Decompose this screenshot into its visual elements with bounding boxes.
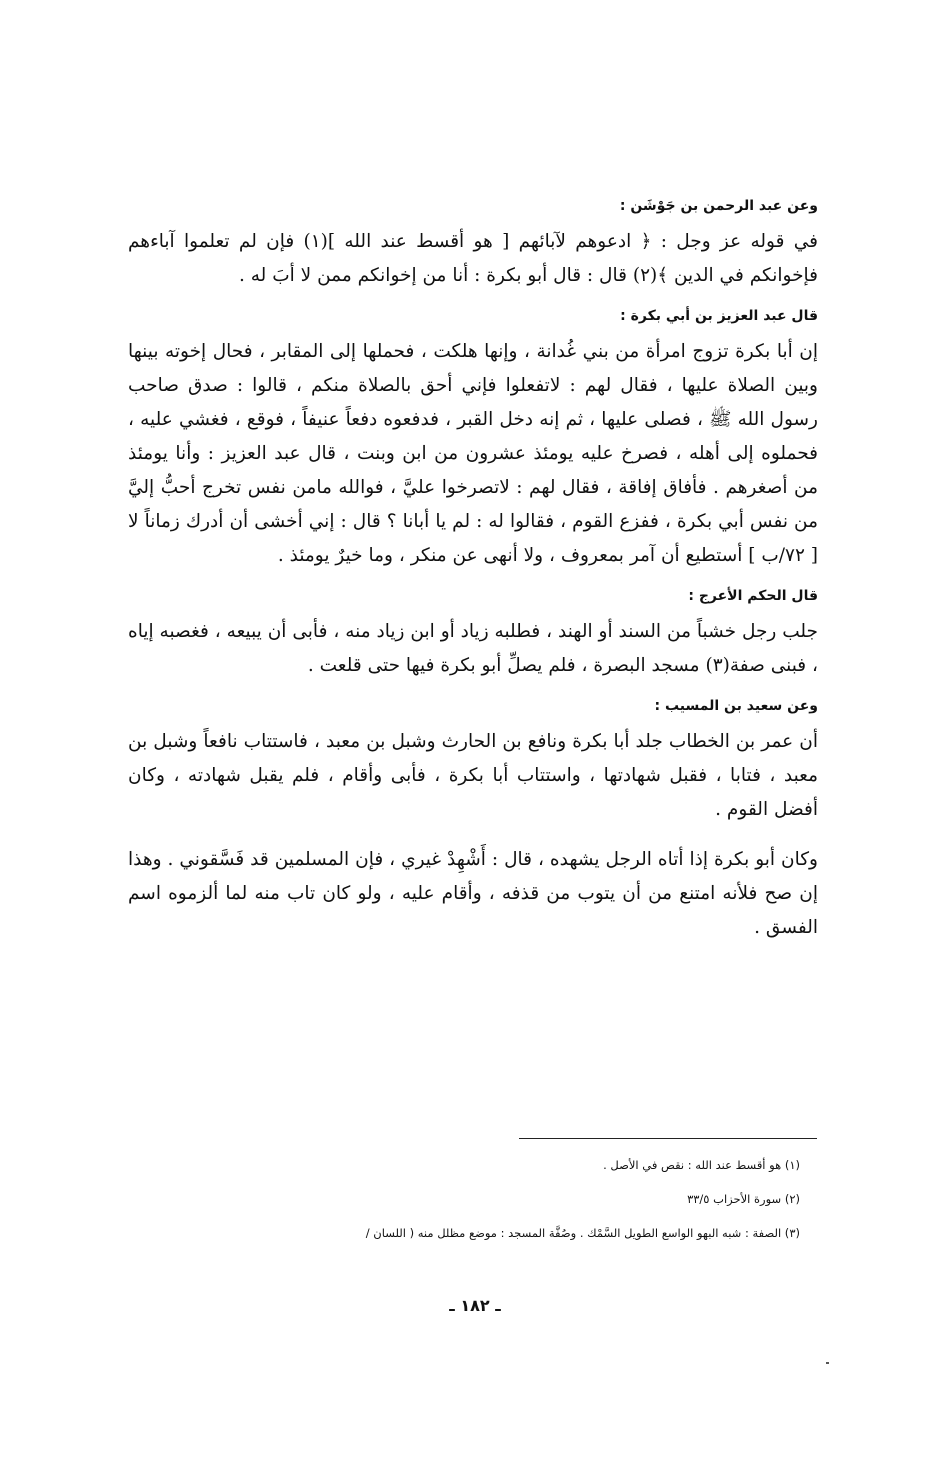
section-3-paragraph-1: جلب رجل خشباً من السند أو الهند ، فطلبه زياد أو ابن زياد منه ، فأبى أن يبيعه ، فغصبه إياه ، فبنى صفة(٣) مسجد البصرة ، فلم يصلِّ أبو بكرة فيها حتى قلعت .: [128, 621, 818, 676]
section-2-paragraph-1: إن أبا بكرة تزوج امرأة من بني غُدانة ، وإنها هلكت ، فحملها إلى المقابر ، فحال إخوته بينها وبين الصلاة عليها ، فقال لهم : لاتفعلوا فإني أحق بالصلاة منكم ، قالوا : صدق صاحب رسول الله ﷺ ، فصلى عليها ، ثم إنه دخل القبر ، فدفعوه دفعاً عنيفاً ، فوقع ، فغشي عليه ، فحملوه إلى أهله ، فصرخ عليه يومئذ عشرون من ابن وبنت ، قال عبد العزيز : وأنا يومئذ من أصغرهم . فأفاق إفاقة ، فقال لهم : لاتصرخوا عليَّ ، فوالله مامن نفس تخرج أحبُّ إليَّ من نفس أبي بكرة ، ففزع القوم ، فقالوا له : لم يا أبانا ؟ قال : إني أخشى أن أدرك زماناً لا [ ٧٢/ب ] أستطيع أن آمر بمعروف ، ولا أنهى عن منكر ، وما خيرٌ يومئذ .: [128, 341, 818, 566]
section-heading-2: قال عبد العزيز بن أبي بكرة :: [620, 308, 818, 324]
section-heading-1: وعن عبد الرحمن بن جَوْشَن :: [619, 198, 818, 214]
footnotes: [360, 1148, 800, 1250]
footnote-1: (١) هو أقسط عند الله : نقص في الأصل .: [603, 1158, 800, 1172]
footnote-3: (٣) الصفة : شبه البهو الواسع الطويل السَّمْك . وصُفَّة المسجد : موضع مظلل منه ( اللسان /: [365, 1226, 800, 1240]
scan-speck: [826, 1362, 829, 1364]
footnote-2: (٢) سورة الأحزاب ٣٣/٥: [687, 1192, 800, 1206]
section-1-paragraph-1: في قوله عز وجل : ﴿ ادعوهم لآبائهم [ هو أقسط عند الله ](١) فإن لم تعلموا آباءهم فإخوانكم في الدين ﴾(٢) قال : قال أبو بكرة : أنا من إخوانكم ممن لا أبَ له .: [128, 231, 818, 286]
section-heading-3: قال الحكم الأعرج :: [688, 588, 818, 604]
section-heading-4: وعن سعيد بن المسيب :: [654, 698, 818, 714]
section-4-paragraph-1: أن عمر بن الخطاب جلد أبا بكرة ونافع بن الحارث وشبل بن معبد ، فاستتاب نافعاً وشبل بن معبد ، فتابا ، فقبل شهادتها ، واستتاب أبا بكرة ، فأبى وأقام ، فلم يقبل شهادته ، وكان أفضل القوم .: [128, 731, 818, 820]
footnote-divider: [519, 1138, 817, 1139]
page-number: ـ ١٨٢ ـ: [449, 1296, 501, 1315]
main-text: [128, 195, 818, 957]
section-4-paragraph-2: وكان أبو بكرة إذا أتاه الرجل يشهده ، قال : أَشْهِدْ غيري ، فإن المسلمين قد فَسَّقوني . وهذا إن صح فلأنه امتنع من أن يتوب من قذفه ، وأقام عليه ، ولو كان تاب منه لما ألزموه اسم الفسق .: [128, 849, 818, 938]
